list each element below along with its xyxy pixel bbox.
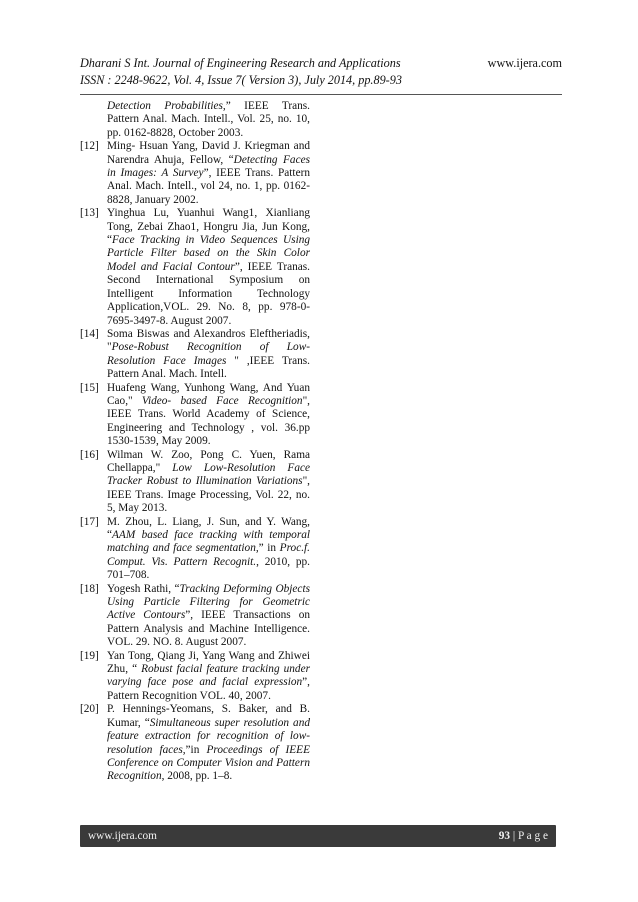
reference-text <box>107 207 310 328</box>
reference-number: [17] <box>80 515 99 528</box>
reference-text <box>107 140 310 207</box>
reference-segment: ", IEEE Trans. World Academy of Science, Engineering and Technology , vol. 36.pp 1530-1539, May 2009. <box>107 394 310 448</box>
reference-item <box>80 650 310 704</box>
reference-segment: P. Hennings-Yeomans, S. Baker, and B. Kumar, “ <box>107 703 310 729</box>
reference-title: Low Low-Resolution Face Tracker Robust to Illumination Variations <box>107 461 310 488</box>
reference-title: Robust facial feature tracking under varying face pose and facial expression <box>107 663 310 689</box>
reference-title: Detection Probabilities, <box>107 100 226 112</box>
page-footer <box>80 825 556 847</box>
reference-segment: ”, IEEE Transactions on Pattern Analysis and Machine Intelligence. VOL. 29. NO. 8. August 2007. <box>107 609 310 649</box>
reference-segment: Huafeng Wang, Yunhong Wang, And Yuan Cao," <box>107 381 310 407</box>
reference-segment: ” IEEE Trans. Pattern Anal. Mach. Intell., Vol. 25, no. 10, pp. 0162-8828, October 2003. <box>107 100 310 139</box>
reference-number: [12] <box>80 140 99 153</box>
reference-title: Simultaneous super resolution and feature extraction for recognition of low-resolution faces, <box>107 716 310 756</box>
reference-title: Video- based Face Recognition <box>141 394 303 407</box>
reference-segment: , 2010, pp. 701–708. <box>107 555 311 582</box>
page-label: | P a g e <box>510 830 548 842</box>
header-divider <box>80 94 562 95</box>
reference-segment: ” in <box>258 542 280 555</box>
reference-title: Detecting Faces in Images: A Survey <box>107 153 310 180</box>
reference-number: [15] <box>80 381 99 394</box>
reference-number: [18] <box>80 582 99 595</box>
reference-segment: " ,IEEE Trans. Pattern Anal. Mach. Intell. <box>107 354 310 381</box>
reference-title: Tracking Deforming Objects Using Particle Filtering for Geometric Active Contours <box>107 582 310 622</box>
reference-segment: ”, IEEE Trans. Pattern Anal. Mach. Intell., vol 24, no. 1, pp. 0162-8828, January 2002. <box>107 167 310 206</box>
reference-text <box>107 703 310 783</box>
reference-title: Face Tracking in Video Sequences Using Particle Filter based on the Skin Color Model and Facial Contour <box>107 234 310 273</box>
header-site-link[interactable]: www.ijera.com <box>487 56 562 70</box>
reference-segment: ”, Pattern Recognition VOL. 40, 2007. <box>107 676 310 702</box>
reference-segment: ", IEEE Trans. Image Processing, Vol. 22, no. 5, May 2013. <box>107 475 310 515</box>
journal-title: Dharani S Int. Journal of Engineering Research and Applications <box>80 56 401 70</box>
reference-item <box>80 516 310 583</box>
issue-info: ISSN : 2248-9622, Vol. 4, Issue 7( Version 3), July 2014, pp.89-93 <box>80 73 402 87</box>
page-indicator <box>499 830 548 842</box>
reference-item <box>80 140 310 207</box>
reference-text <box>107 650 310 704</box>
reference-text <box>107 100 310 140</box>
reference-list <box>80 100 310 784</box>
reference-title: AAM based face tracking with temporal matching and face segmentation, <box>107 529 310 555</box>
reference-number: [19] <box>80 649 99 662</box>
reference-segment: ”in <box>185 743 207 756</box>
reference-item <box>80 382 310 449</box>
reference-item <box>80 207 310 328</box>
reference-text <box>107 449 310 516</box>
page-number: 93 <box>498 830 511 842</box>
reference-number: [20] <box>80 703 99 716</box>
reference-title: Proc.f. Comput. Vis. Pattern Recognit. <box>107 542 310 568</box>
reference-item <box>80 703 310 783</box>
reference-segment: , 2008, pp. 1–8. <box>161 770 233 783</box>
reference-text <box>107 328 310 382</box>
reference-segment: Yogesh Rathi, “ <box>107 582 180 595</box>
footer-site-link[interactable]: www.ijera.com <box>88 830 157 842</box>
reference-item <box>80 100 310 140</box>
reference-text <box>107 516 310 583</box>
reference-item <box>80 449 310 516</box>
reference-text <box>107 382 310 449</box>
reference-title: Proceedings of IEEE Conference on Computer Vision and Pattern Recognition <box>107 743 310 783</box>
reference-number <box>80 100 107 140</box>
reference-text <box>107 583 310 650</box>
reference-number: [14] <box>80 327 99 340</box>
reference-segment: Yan Tong, Qiang Ji, Yang Wang and Zhiwei Zhu, “ <box>107 649 310 676</box>
reference-item <box>80 328 310 382</box>
reference-segment: Soma Biswas and Alexandros Eleftheriadis, " <box>107 327 310 354</box>
reference-number: [16] <box>80 448 99 461</box>
reference-segment: Wilman W. Zoo, Pong C. Yuen, Rama Chellappa," <box>107 448 310 474</box>
reference-segment: Yinghua Lu, Yuanhui Wang1, Xianliang Tong, Zebai Zhao1, Hongru Jia, Jun Kong, “ <box>107 207 310 247</box>
reference-number: [13] <box>80 207 99 220</box>
reference-segment: ”, IEEE Tranas. Second International Symposium on Intelligent Information Technology Application,VOL. 29. No. 8, pp. 978-0-7695-3497-8. August 2007. <box>107 260 310 327</box>
reference-segment: Ming- Hsuan Yang, David J. Kriegman and Narendra Ahuja, Fellow, “ <box>107 140 310 166</box>
reference-segment: M. Zhou, L. Liang, J. Sun, and Y. Wang, “ <box>107 515 310 541</box>
reference-item <box>80 583 310 650</box>
running-header <box>80 55 562 89</box>
reference-title: Pose-Robust Recognition of Low-Resolution Face Images <box>107 341 310 367</box>
